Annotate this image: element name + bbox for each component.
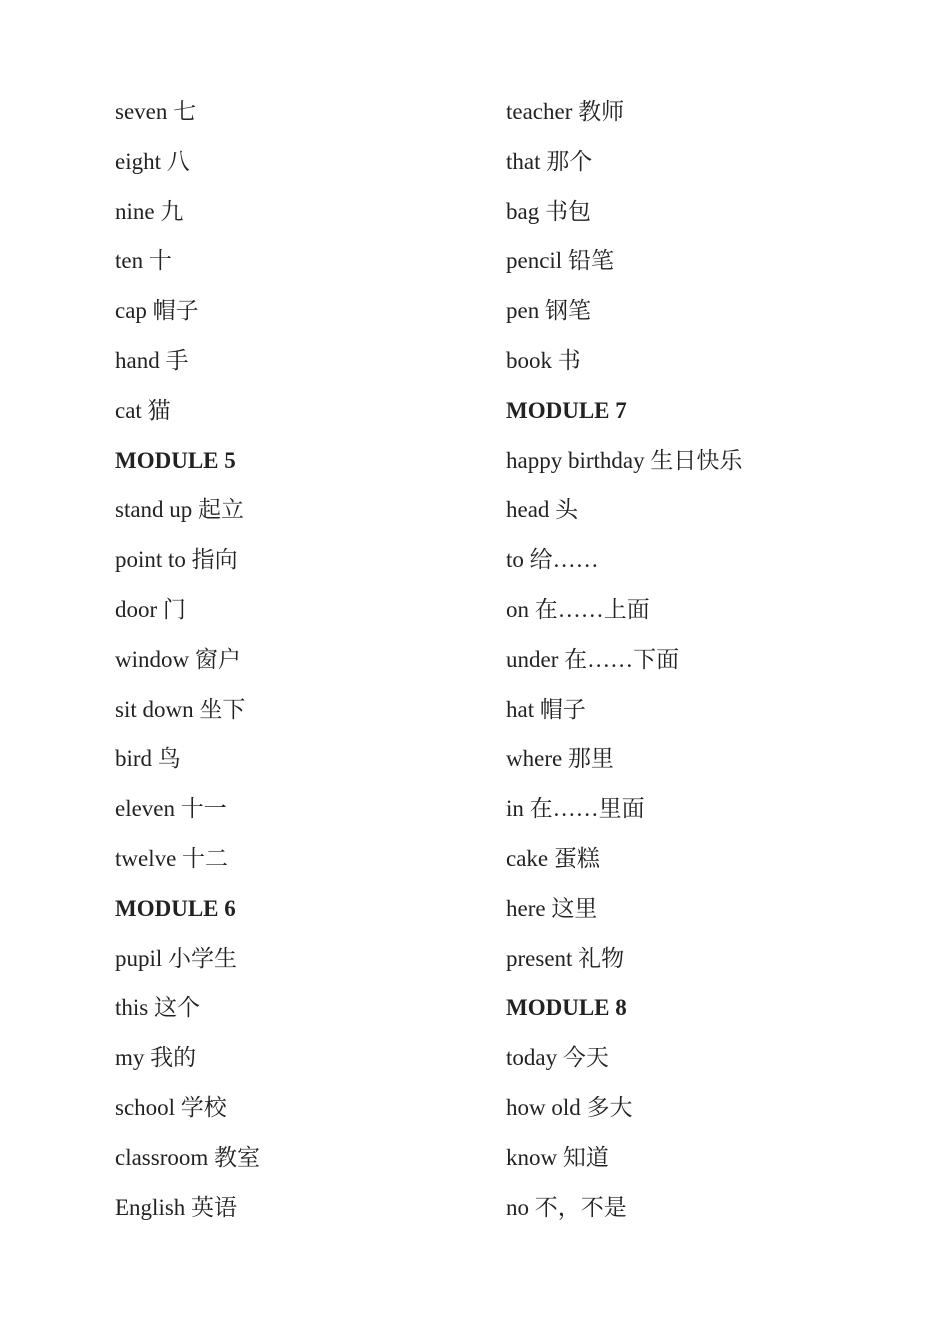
vocabulary-column-right [506,87,906,1232]
vocab-entry: cake 蛋糕 [506,845,600,871]
vocab-entry: pupil 小学生 [115,945,238,971]
vocab-entry: pencil 铅笔 [506,248,614,274]
vocab-entry: hand 手 [115,347,189,373]
vocab-entry: sit down 坐下 [115,696,246,722]
vocab-entry: my 我的 [115,1045,197,1071]
vocab-entry: on 在……上面 [506,596,650,622]
vocab-entry: teacher 教师 [506,99,625,124]
vocab-entry: pen 钢笔 [506,298,591,324]
vocab-entry: bag 书包 [506,198,591,224]
vocab-entry: know 知道 [506,1144,609,1170]
vocab-entry: present 礼物 [506,945,625,971]
vocab-entry: no 不，不是 [506,1194,627,1220]
module-heading: MODULE 8 [506,995,627,1021]
module-heading: MODULE 5 [115,447,236,473]
vocab-entry: cap 帽子 [115,298,199,324]
vocab-entry: stand up 起立 [115,497,245,523]
vocab-entry: eleven 十一 [115,796,227,822]
vocab-entry: today 今天 [506,1045,609,1071]
module-heading: MODULE 7 [506,397,627,423]
vocab-entry: happy birthday 生日快乐 [506,447,743,473]
vocab-entry: hat 帽子 [506,696,586,722]
vocab-entry: seven 七 [115,99,197,124]
vocab-entry: where 那里 [506,746,614,772]
vocab-entry: in 在……里面 [506,796,645,822]
module-heading: MODULE 6 [115,895,236,921]
vocab-entry: door 门 [115,596,186,622]
vocab-entry: book 书 [506,347,581,373]
vocab-entry: to 给…… [506,547,599,573]
vocab-entry: twelve 十二 [115,845,229,871]
vocab-entry: classroom 教室 [115,1144,261,1170]
vocab-entry: under 在……下面 [506,646,680,672]
vocab-entry: ten 十 [115,248,172,274]
vocab-entry: how old 多大 [506,1094,633,1120]
vocab-entry: that 那个 [506,148,593,174]
vocab-entry: eight 八 [115,148,190,174]
vocab-entry: nine 九 [115,198,184,224]
vocabulary-column-left [115,87,475,1232]
vocab-entry: here 这里 [506,895,598,921]
vocab-entry: school 学校 [115,1094,227,1120]
vocab-entry: bird 鸟 [115,746,181,772]
vocab-entry: this 这个 [115,995,200,1021]
vocab-entry: head 头 [506,497,579,523]
vocab-entry: English 英语 [115,1194,238,1220]
vocab-entry: cat 猫 [115,397,171,423]
vocab-entry: window 窗户 [115,646,241,672]
vocab-entry: point to 指向 [115,547,238,573]
